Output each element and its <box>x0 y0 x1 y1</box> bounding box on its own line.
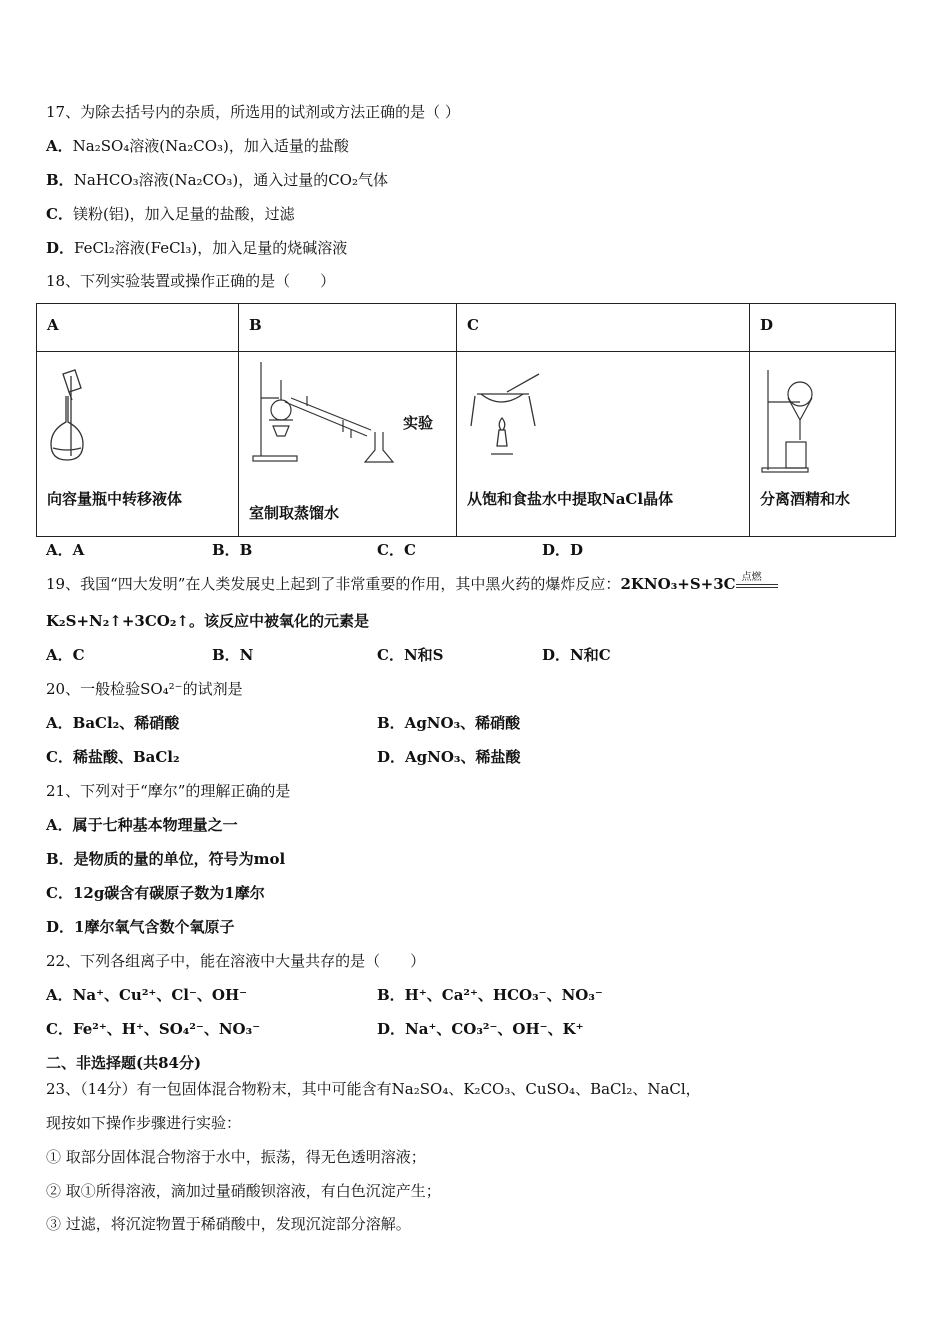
q18-stem: 18、下列实验装置或操作正确的是（ ） <box>46 272 336 290</box>
q21-option-c: C．12g碳含有碳原子数为1摩尔 <box>46 884 265 902</box>
q19-option-a: A．C <box>46 646 85 664</box>
q23-stem: 23、（14分）有一包固体混合物粉末，其中可能含有Na₂SO₄、K₂CO₃、CuSO₄、BaCl₂、NaCl， <box>46 1080 701 1098</box>
q21-option-a: A．属于七种基本物理量之一 <box>46 816 238 834</box>
q18-cell-c <box>457 352 750 537</box>
q18-answer-a: A．A <box>46 541 85 559</box>
q17-option-c: C．镁粉(铝)，加入足量的盐酸，过滤 <box>46 205 295 223</box>
q18-caption-a: 向容量瓶中转移液体 <box>47 490 183 508</box>
q19-option-d: D．N和C <box>542 646 611 664</box>
distillation-apparatus-illustration <box>247 358 397 468</box>
q18-caption-b: 室制取蒸馏水 <box>249 504 340 522</box>
q18-caption-c: 从饱和食盐水中提取NaCl晶体 <box>467 490 674 508</box>
q19-option-c: C．N和S <box>377 646 444 664</box>
q18-label-b: 实验 <box>403 414 434 432</box>
q21-stem: 21、下列对于“摩尔”的理解正确的是 <box>46 782 291 800</box>
q22-option-c: C．Fe²⁺、H⁺、SO₄²⁻、NO₃⁻ <box>46 1020 261 1038</box>
q18-cell-a <box>37 352 239 537</box>
q23-step-2: ② 取①所得溶液，滴加过量硝酸钡溶液，有白色沉淀产生； <box>46 1182 441 1200</box>
q17-option-b: B．NaHCO₃溶液(Na₂CO₃)，通入过量的CO₂气体 <box>46 171 388 189</box>
q18-cell-b <box>239 352 457 537</box>
q20-option-b: B．AgNO₃、稀硝酸 <box>377 714 521 732</box>
q22-stem: 22、下列各组离子中，能在溶液中大量共存的是（ ） <box>46 952 426 970</box>
q18-header-b: B <box>239 304 457 352</box>
q23-line2: 现按如下操作步骤进行实验： <box>46 1114 242 1132</box>
q18-answer-d: D．D <box>542 541 584 559</box>
q18-header-c: C <box>457 304 750 352</box>
q18-answer-b: B．B <box>212 541 253 559</box>
volumetric-flask-illustration <box>45 366 105 466</box>
q19-option-b: B．N <box>212 646 254 664</box>
q17-option-a: A．Na₂SO₄溶液(Na₂CO₃)，加入适量的盐酸 <box>46 137 349 155</box>
q19-stem: 19、我国“四大发明”在人类发展史上起到了非常重要的作用，其中黑火药的爆炸反应：2KNO₃+S+3C 点燃 <box>46 574 778 594</box>
q21-option-b: B．是物质的量的单位，符号为mol <box>46 850 286 868</box>
q18-header-a: A <box>37 304 239 352</box>
evaporating-dish-illustration <box>467 372 547 462</box>
q20-option-c: C．稀盐酸、BaCl₂ <box>46 748 180 766</box>
q18-caption-d: 分离酒精和水 <box>760 490 851 508</box>
q23-step-3: ③ 过滤，将沉淀物置于稀硝酸中，发现沉淀部分溶解。 <box>46 1215 411 1233</box>
q20-stem: 20、一般检验SO₄²⁻的试剂是 <box>46 680 243 698</box>
q19-products: K₂S+N₂↑+3CO₂↑。该反应中被氧化的元素是 <box>46 612 370 630</box>
q18-header-d: D <box>750 304 896 352</box>
q23-step-1: ① 取部分固体混合物溶于水中，振荡，得无色透明溶液； <box>46 1148 426 1166</box>
q18-answer-c: C．C <box>377 541 416 559</box>
q20-option-a: A．BaCl₂、稀硝酸 <box>46 714 180 732</box>
q20-option-d: D．AgNO₃、稀盐酸 <box>377 748 521 766</box>
q22-option-d: D．Na⁺、CO₃²⁻、OH⁻、K⁺ <box>377 1020 584 1038</box>
separatory-funnel-illustration <box>760 366 820 476</box>
q21-option-d: D．1摩尔氧气含数个氧原子 <box>46 918 235 936</box>
section2-heading: 二、非选择题(共84分) <box>46 1054 202 1072</box>
q17-option-d: D．FeCl₂溶液(FeCl₃)，加入足量的烧碱溶液 <box>46 239 348 257</box>
reaction-condition: 点燃 <box>736 574 778 594</box>
q22-option-a: A．Na⁺、Cu²⁺、Cl⁻、OH⁻ <box>46 986 248 1004</box>
q18-cell-d <box>750 352 896 537</box>
q18-apparatus-table <box>36 303 896 537</box>
q22-option-b: B．H⁺、Ca²⁺、HCO₃⁻、NO₃⁻ <box>377 986 603 1004</box>
q17-stem: 17、为除去括号内的杂质，所选用的试剂或方法正确的是（ ） <box>46 103 460 121</box>
